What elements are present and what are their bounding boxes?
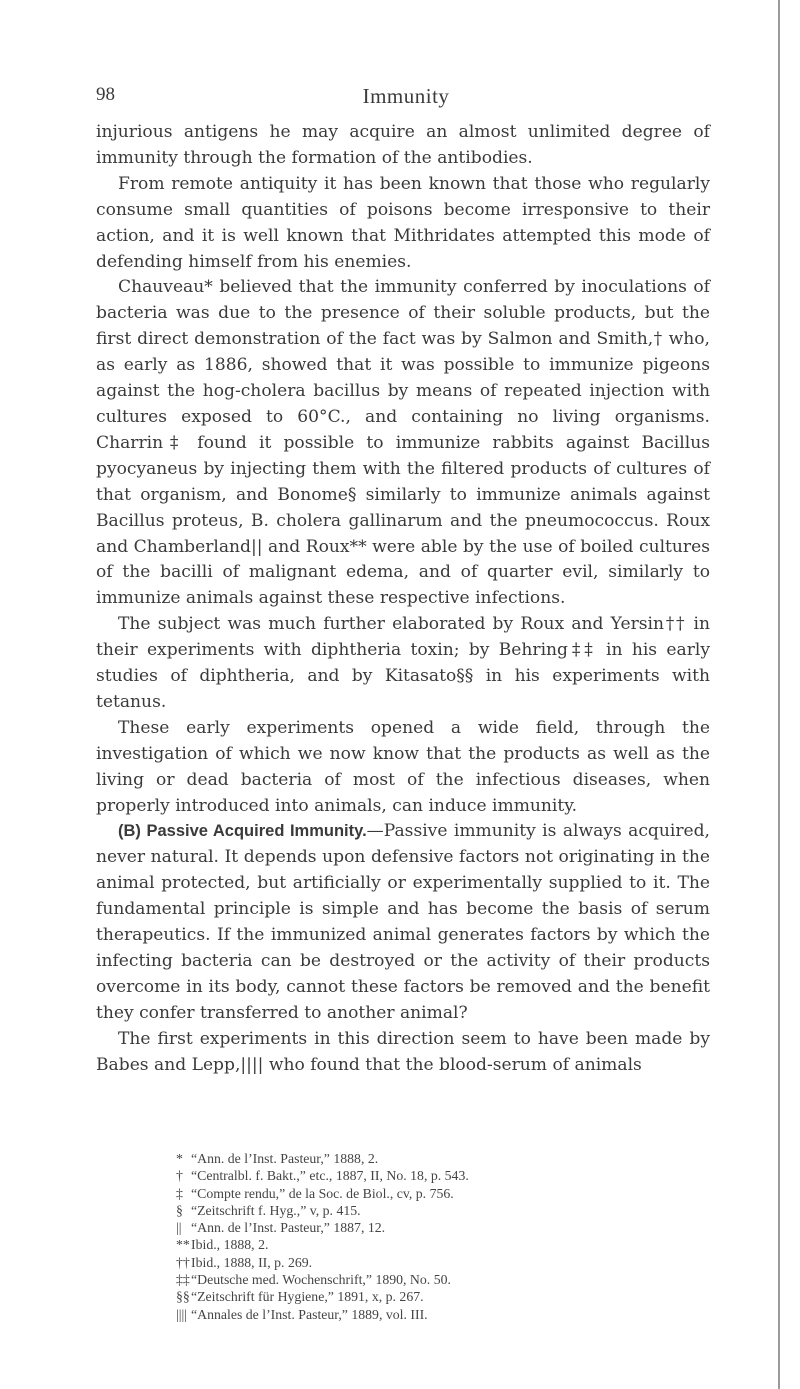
paragraph-text: From remote antiquity it has been known that those who regularly consume small quantities of poisons become irresponsive to their action, and it is well known that Mithridates attempted this mode of defending himself from his enemies. (96, 173, 710, 272)
paragraph (96, 716, 710, 820)
paragraph-text: —Passive immunity is always acquired, never natural. It depends upon defensive factors not originating in the animal protected, but artificially or experimentally supplied to it. The fundamental principle is simple and has become the basis of serum therapeutics. If the immunized animal generates factors by which the infecting bacteria can be destroyed or the activity of their products overcome in its body, cannot these factors be removed and the benefit they confer transferred to another animal? (96, 821, 710, 1023)
paragraph (96, 275, 710, 612)
footnote-mark: || (176, 1220, 182, 1236)
footnote (176, 1167, 696, 1184)
footnote-mark: §§ (176, 1289, 190, 1305)
footnote-mark: ** (176, 1237, 190, 1253)
footnotes (176, 1150, 696, 1323)
page-number: 98 (96, 84, 115, 105)
footnote (176, 1185, 696, 1202)
paragraph-text: These early experiments opened a wide field, through the investigation of which we now know that the products as well as the living or dead bacteria of most of the infectious diseases, when properly introduced into animals, can induce immunity. (96, 717, 710, 816)
footnote-text: Ibid., 1888, 2. (191, 1237, 269, 1253)
paragraph-text: Chauveau* believed that the immunity conferred by inoculations of bacteria was due to the presence of their soluble products, but the first direct demonstration of the fact was by Salmon and Smith,† who, as early as 1886, showed that it was possible to immunize pigeons against the hog-cholera bacillus by means of repeated injection with cultures exposed to 60°C., and containing no living organisms. Charrin‡ found it possible to immunize rabbits against Bacillus pyocyaneus by injecting them with the filtered products of cultures of that organism, and Bonome§ similarly to immunize animals against Bacillus proteus, B. cholera gallinarum and the pneumococcus. Roux and Chamberland|| and Roux** were able by the use of boiled cultures of the bacilli of malignant edema, and of quarter evil, similarly to immunize animals against these respective infections. (96, 277, 710, 609)
paragraph (96, 120, 710, 172)
footnote-text: “Annales de l’Inst. Pasteur,” 1889, vol. III. (191, 1306, 428, 1322)
footnote-text: “Zeitschrift f. Hyg.,” v, p. 415. (191, 1202, 361, 1218)
footnote (176, 1254, 696, 1271)
footnote-text: “Compte rendu,” de la Soc. de Biol., cv, p. 756. (191, 1185, 454, 1201)
paragraph (96, 612, 710, 716)
section-heading: (B) Passive Acquired Immunity. (118, 822, 367, 841)
footnote (176, 1271, 696, 1288)
body-text (96, 120, 710, 1079)
footnote-text: “Zeitschrift für Hygiene,” 1891, x, p. 267. (191, 1289, 424, 1305)
footnote-mark: |||| (176, 1306, 188, 1322)
footnote-text: “Centralbl. f. Bakt.,” etc., 1887, II, No. 18, p. 543. (191, 1168, 469, 1184)
paragraph-text: The subject was much further elaborated by Roux and Yersin†† in their experiments with diphtheria toxin; by Behring‡‡ in his early studies of diphtheria, and by Kitasato§§ in his experiments with tetanus. (96, 614, 710, 712)
footnote (176, 1288, 696, 1305)
footnote (176, 1150, 696, 1167)
paragraph-text: The first experiments in this direction seem to have been made by Babes and Lepp,|||| who found that the blood-serum of animals (96, 1028, 710, 1075)
footnote-mark: * (176, 1151, 183, 1166)
footnote (176, 1202, 696, 1219)
footnote-text: “Ann. de l’Inst. Pasteur,” 1887, 12. (191, 1220, 386, 1236)
footnote-mark: †† (176, 1254, 190, 1270)
paragraph (96, 1027, 710, 1079)
footnote (176, 1306, 696, 1323)
paragraph (96, 172, 710, 276)
footnote (176, 1236, 696, 1253)
footnote-mark: § (176, 1202, 183, 1218)
footnote (176, 1219, 696, 1236)
running-head: Immunity (362, 84, 450, 108)
footnote-mark: ‡ (176, 1185, 183, 1201)
footnote-mark: ‡‡ (176, 1272, 190, 1288)
footnote-text: Ibid., 1888, II, p. 269. (191, 1254, 313, 1270)
page-header (96, 84, 716, 114)
section-paragraph (96, 819, 710, 1026)
page-edge-line (778, 0, 780, 1389)
footnote-text: “Deutsche med. Wochenschrift,” 1890, No. 50. (191, 1272, 451, 1288)
footnote-mark: † (176, 1168, 183, 1184)
paragraph-text: injurious antigens he may acquire an almost unlimited degree of immunity through the formation of the antibodies. (96, 122, 710, 168)
footnote-text: “Ann. de l’Inst. Pasteur,” 1888, 2. (191, 1151, 379, 1166)
